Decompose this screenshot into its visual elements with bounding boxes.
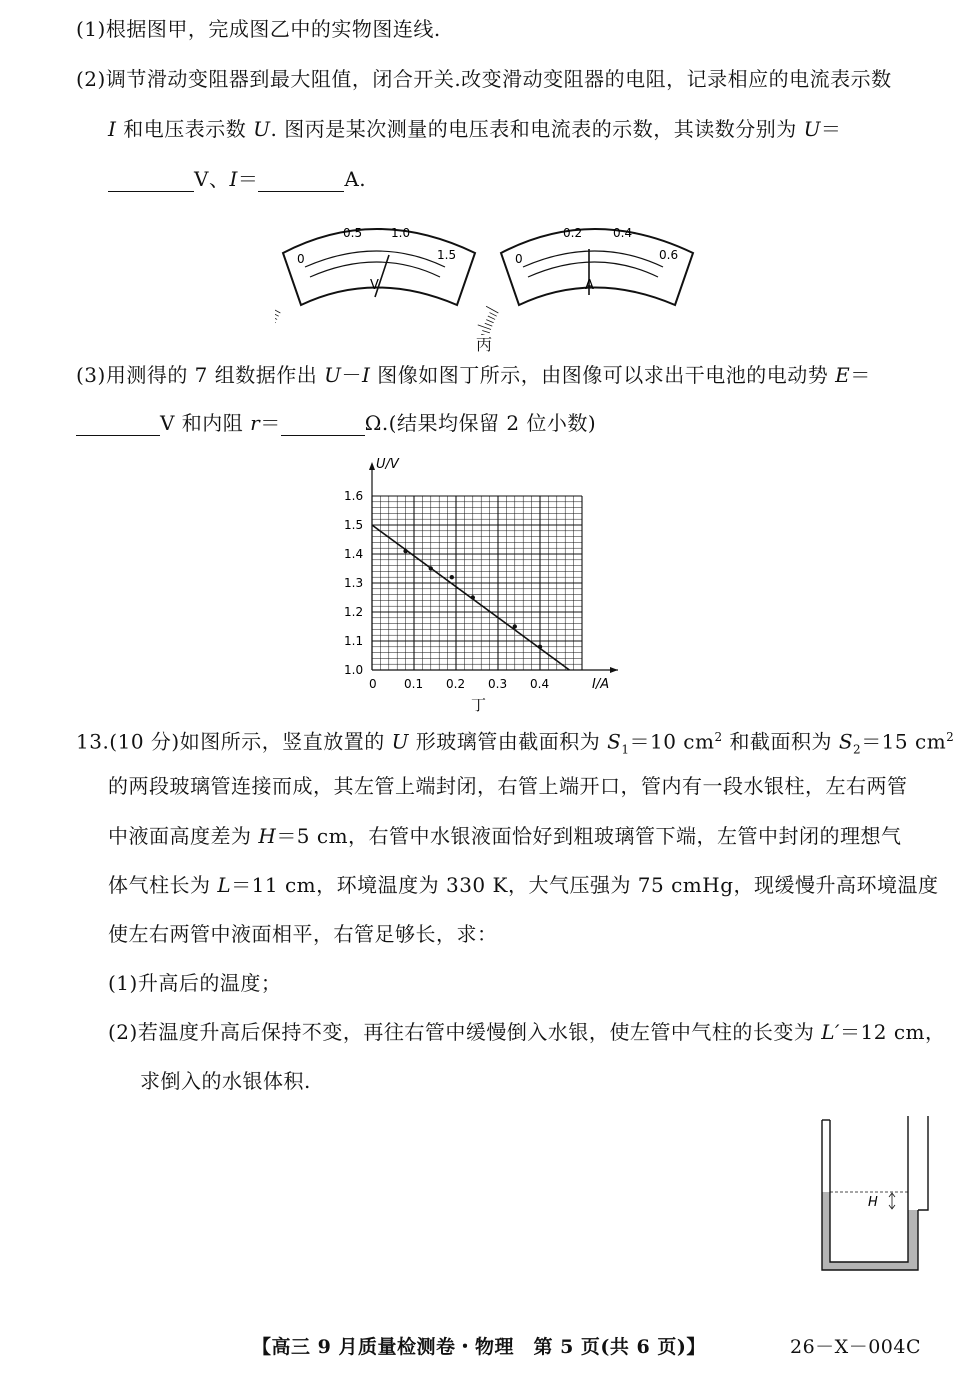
- q13-line1: [76, 724, 954, 763]
- voltmeter-tick-1-5: 1.5: [437, 248, 457, 262]
- u-tube-figure: [812, 1110, 930, 1282]
- data-point: [429, 566, 433, 570]
- voltmeter-tick-0: 0: [297, 252, 305, 266]
- data-point: [450, 575, 454, 579]
- ammeter-tick-0-4: 0.4: [613, 226, 633, 240]
- voltmeter-tick-1-0: 1.0: [391, 226, 411, 240]
- voltmeter-tick-0-5: 0.5: [343, 226, 363, 240]
- text-segment: ＝10 cm: [629, 729, 715, 754]
- q13-sub2: [108, 1019, 946, 1045]
- x-tick-label: 0.4: [530, 677, 550, 691]
- y-tick-label: 1.3: [344, 576, 364, 590]
- meter-tick: [275, 313, 279, 317]
- ammeter-symbol: A: [585, 278, 594, 293]
- meter-tick: [490, 313, 497, 317]
- q12-part3-line1: [76, 362, 871, 388]
- q13-line5: 使左右两管中液面相平，右管足够长，求：: [108, 922, 498, 946]
- meter-tick: [275, 306, 280, 313]
- voltage-symbol: U: [324, 363, 342, 387]
- text-segment: ＝12 cm，: [840, 1020, 946, 1044]
- q12-part2-line3: [108, 166, 366, 192]
- meter-tick: [488, 316, 495, 319]
- voltage-symbol: U: [803, 117, 821, 141]
- meter-tick: [486, 320, 493, 323]
- text-segment: 图像如图丁所示，由图像可以求出干电池的电动势: [370, 363, 836, 387]
- ui-chart: [340, 452, 630, 714]
- chart-x-label: I/A: [592, 677, 610, 692]
- text-segment: A.: [344, 167, 367, 191]
- chart-grid: [372, 496, 582, 670]
- q13-line4: [108, 872, 939, 898]
- y-tick-label: 1.1: [344, 634, 364, 648]
- meter-tick: [275, 316, 277, 319]
- meter-tick: [486, 306, 498, 313]
- q13-sub2-line2: 求倒入的水银体积.: [140, 1069, 311, 1093]
- voltage-symbol: U: [253, 117, 271, 141]
- data-point: [403, 549, 407, 553]
- l-prime-symbol: L′: [821, 1020, 841, 1044]
- text-segment: 形玻璃管由截面积为: [408, 729, 608, 754]
- answer-blank-resistance[interactable]: [281, 413, 365, 436]
- s1-symbol: S: [607, 729, 622, 754]
- text-segment: ＝: [850, 363, 871, 387]
- text-segment: V 和内阻: [160, 411, 251, 435]
- q13-sub1: (1)升高后的温度；: [108, 971, 282, 995]
- text-segment: (2)若温度升高后保持不变，再往右管中缓慢倒入水银，使左管中气柱的长变为: [108, 1020, 822, 1044]
- emf-symbol: E: [835, 363, 851, 387]
- resistance-symbol: r: [250, 411, 261, 435]
- x-tick-label: 0.2: [446, 677, 466, 691]
- ammeter-tick-0-2: 0.2: [563, 226, 583, 240]
- text-segment: . 图丙是某次测量的电压表和电流表的示数，其读数分别为: [270, 117, 804, 141]
- answer-blank-current[interactable]: [258, 169, 344, 192]
- footer-code: 26－X－004C: [790, 1336, 922, 1358]
- y-tick-label: 1.0: [344, 663, 364, 677]
- y-tick-label: 1.6: [344, 489, 364, 503]
- h-symbol: H: [258, 824, 277, 848]
- text-segment: (3)用测得的 7 组数据作出: [76, 363, 325, 387]
- text-segment: －: [341, 363, 362, 387]
- meter-tick: [478, 325, 491, 330]
- q12-part3-line2: [76, 410, 596, 436]
- x-axis-arrow: [610, 667, 618, 673]
- text-segment: Ω.(结果均保留 2 位小数): [364, 411, 597, 435]
- meters-figure: [275, 215, 695, 335]
- s2-symbol: S: [838, 729, 854, 754]
- ammeter-tick-0: 0: [515, 252, 523, 266]
- q12-part2-line2: [108, 116, 841, 142]
- superscript: 2: [714, 730, 723, 744]
- y-tick-label: 1.2: [344, 605, 364, 619]
- data-point: [513, 624, 517, 628]
- q13-line2: 的两段玻璃管连接而成，其左管上端封闭，右管上端开口，管内有一段水银柱，左右两管: [108, 774, 908, 798]
- superscript: 2: [946, 730, 955, 744]
- chart-caption: 丁: [471, 696, 487, 714]
- footer-title: 【高三 9 月质量检测卷・物理 第 5 页(共 6 页)】: [252, 1336, 706, 1358]
- current-symbol: I: [362, 363, 371, 387]
- text-segment: ＝: [820, 117, 842, 141]
- x-tick-label: 0.1: [404, 677, 424, 691]
- ammeter: [471, 226, 693, 335]
- x-tick-label: 0: [369, 677, 377, 691]
- text-segment: ＝15 cm: [861, 729, 947, 754]
- chart-y-label: U/V: [376, 457, 399, 472]
- text-segment: ＝5 cm，右管中水银液面恰好到粗玻璃管下端，左管中封闭的理想气: [276, 824, 902, 848]
- answer-blank-voltage[interactable]: [108, 169, 194, 192]
- ammeter-tick-0-6: 0.6: [659, 248, 679, 262]
- answer-blank-emf[interactable]: [76, 413, 160, 436]
- text-segment: ＝: [237, 167, 259, 191]
- current-symbol: I: [108, 117, 117, 141]
- data-point: [471, 595, 475, 599]
- text-segment: V、: [194, 167, 230, 191]
- q12-part2-line1: (2)调节滑动变阻器到最大阻值，闭合开关.改变滑动变阻器的电阻，记录相应的电流表示数: [76, 67, 892, 91]
- y-tick-label: 1.5: [344, 518, 364, 532]
- y-axis-arrow: [369, 462, 375, 470]
- u-symbol: U: [391, 729, 409, 754]
- text-segment: 和电压表示数: [116, 117, 254, 141]
- meter-tick: [485, 323, 492, 326]
- l-symbol: L: [217, 873, 232, 897]
- text-segment: 中液面高度差为: [108, 824, 259, 848]
- voltmeter: [275, 226, 475, 335]
- data-point: [538, 645, 542, 649]
- subscript: 1: [621, 742, 630, 757]
- text-segment: 13.(10 分)如图所示，竖直放置的: [76, 729, 392, 754]
- subscript: 2: [853, 742, 862, 757]
- x-tick-label: 0.3: [488, 677, 508, 691]
- text-segment: 和截面积为: [722, 729, 839, 754]
- figure-caption-bing: 丙: [476, 335, 493, 354]
- y-tick-label: 1.4: [344, 547, 364, 561]
- q13-line3: [108, 823, 902, 849]
- text-segment: 体气柱长为: [108, 873, 218, 897]
- text-segment: ＝: [260, 411, 281, 435]
- voltmeter-symbol: V: [370, 278, 379, 293]
- current-symbol: I: [229, 167, 238, 191]
- q12-part1: (1)根据图甲，完成图乙中的实物图连线.: [76, 17, 441, 41]
- text-segment: ＝11 cm，环境温度为 330 K，大气压强为 75 cmHg，现缓慢升高环境温度: [231, 873, 939, 897]
- meter-tick: [275, 320, 276, 323]
- height-label: H: [868, 1195, 878, 1210]
